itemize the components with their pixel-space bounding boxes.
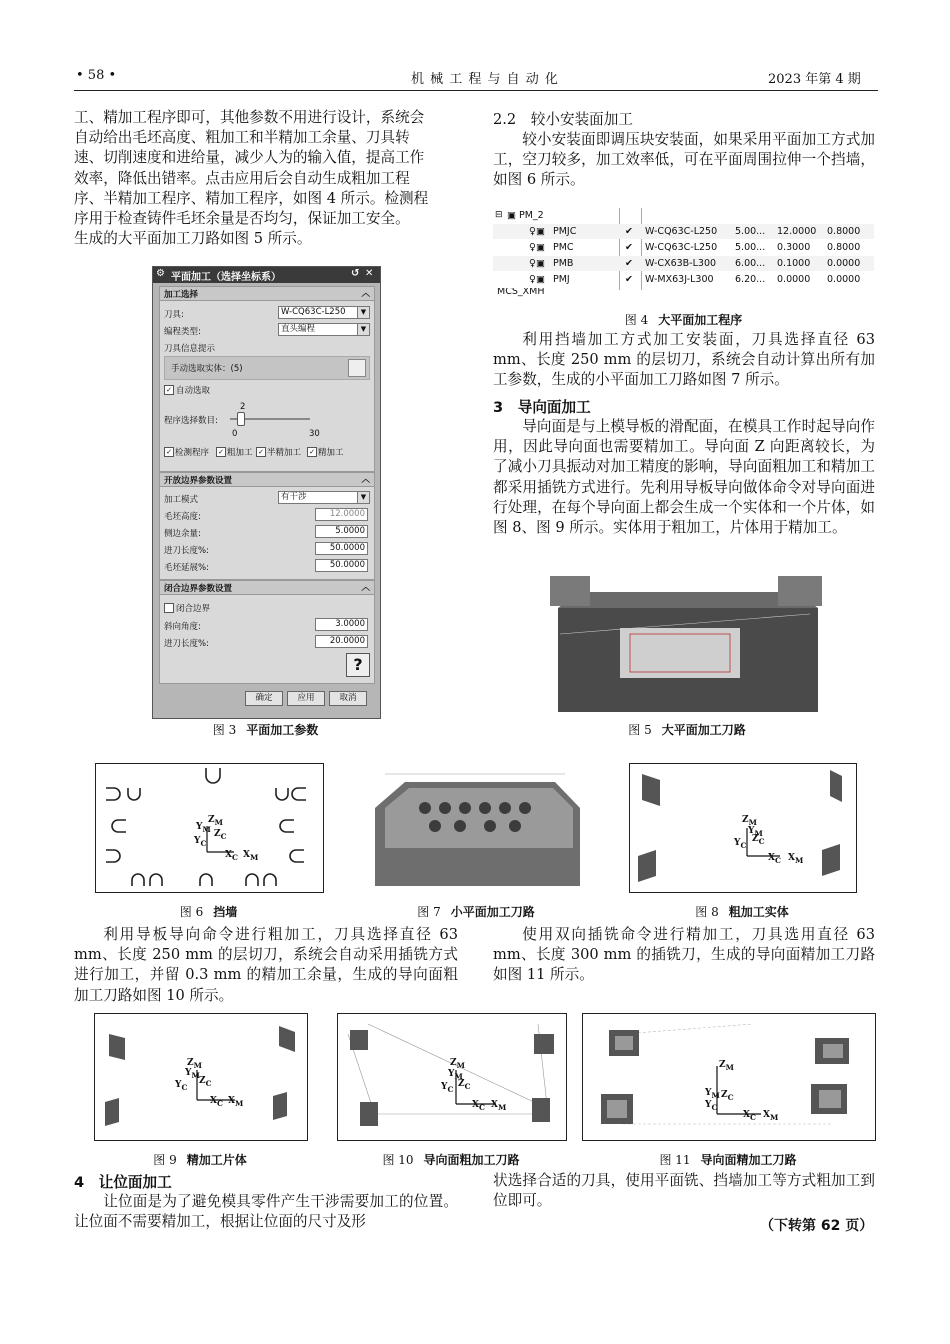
program-name: PMB (553, 258, 574, 269)
figure-11-box (582, 1013, 876, 1141)
semi-label: 半精加工 (267, 448, 302, 458)
value-cell: 6.00... (735, 258, 766, 269)
detect-label: 检测程序 (175, 448, 210, 458)
toolpath-pattern (607, 1100, 627, 1118)
slider-min: 0 (232, 429, 238, 439)
dialog-title: 平面加工（选择坐标系） (171, 272, 281, 283)
axis-label-yc: $Y_C$ (194, 836, 207, 848)
table-row[interactable] (493, 240, 874, 255)
section-header-open[interactable]: 开放边界参数设置 ︿ (159, 472, 375, 487)
axis-label-yc: $Y_C$ (441, 1082, 454, 1094)
text-line: 序用于检查铸件毛坯余量是否均匀，保证加工安全。 (74, 210, 410, 228)
check-icon: ✔ (625, 242, 633, 253)
axis-label-yc: $Y_C$ (175, 1080, 188, 1092)
toolpath-plane (620, 628, 740, 678)
value-cell: 0.0000 (777, 274, 811, 285)
hole (499, 802, 511, 814)
blank-height-field[interactable]: 12.0000 (315, 508, 368, 521)
close-icon[interactable]: ✕ (365, 268, 374, 279)
wall-shape (150, 874, 162, 886)
value-cell: 0.8000 (827, 242, 861, 253)
wall-shape (112, 820, 126, 832)
value-cell: 5.00... (735, 226, 766, 237)
table-row[interactable] (493, 256, 874, 271)
chevron-down-icon: ▼ (357, 492, 369, 503)
hole (429, 820, 441, 832)
check-icon: ✔ (625, 274, 633, 285)
sheet-body (273, 1092, 287, 1120)
value-cell: 0.3000 (777, 242, 811, 253)
figure-10-box (337, 1013, 567, 1141)
wall-shape (280, 820, 294, 832)
finish-checkbox[interactable]: ✓ (307, 447, 317, 457)
axis-label-ym: $Y_M$ (185, 1068, 200, 1080)
program-icon: ♀▣ (529, 274, 545, 285)
sheet-body (279, 1026, 295, 1052)
section-4-paragraph-cont: 状选择合适的刀具，使用平面铣、挡墙加工等方式粗加工到位即可。 (493, 1172, 875, 1210)
chevron-down-icon: ▼ (357, 307, 369, 318)
toolpath-pattern (819, 1090, 841, 1108)
closed-label: 闭合边界 (176, 604, 211, 614)
auto-select-checkbox[interactable]: ✓ (164, 385, 174, 395)
wall-shape (106, 788, 120, 800)
text-line: 自动给出毛坯高度、粗加工和半精加工余量、刀具转 (74, 129, 410, 147)
extend-field[interactable]: 50.0000 (315, 559, 368, 572)
solid-block (822, 844, 840, 876)
page-number: • 58 • (76, 68, 117, 83)
axis-label-zc: $Z_C$ (752, 834, 765, 846)
ok-button[interactable]: 确定 (245, 691, 283, 706)
figure-11-toolpath (583, 1014, 875, 1140)
finish-label: 精加工 (318, 448, 344, 458)
axis-label-xc: $X_C$ (472, 1100, 485, 1112)
caption-fig11: 图 11 导向面精加工刀路 (659, 1153, 797, 1167)
program-name: PMJC (553, 226, 577, 237)
toolpath-pattern (823, 1044, 843, 1058)
reset-icon[interactable]: ↺ (351, 268, 360, 279)
sheet-body (109, 1034, 125, 1060)
toolpath-line (623, 1024, 753, 1034)
check-icon: ✔ (625, 258, 633, 269)
text-line: 序、半精加工程序、精加工程序，如图 4 所示。检测程 (74, 189, 429, 207)
chevron-down-icon: ▼ (357, 324, 369, 335)
mold-top (385, 788, 573, 848)
side-field[interactable]: 5.0000 (315, 525, 368, 538)
solid-block (830, 770, 842, 802)
mold-block-right (778, 576, 822, 606)
tool-info-link[interactable]: 刀具信息提示 (164, 344, 216, 354)
axis-label-zm: $Z_M$ (719, 1060, 734, 1072)
wall-shape (106, 850, 120, 862)
value-cell: 0.0000 (827, 274, 861, 285)
guide-block (534, 1034, 554, 1054)
side-label: 侧边余量: (164, 529, 201, 539)
folder-icon: ▣ (507, 210, 516, 221)
section-2-2-title: 2.2 较小安装面加工 (493, 111, 633, 128)
ramp-label: 斜向角度: (164, 622, 201, 632)
dialog-titlebar (153, 267, 380, 283)
cube-icon[interactable] (348, 359, 366, 377)
wall-shape (128, 788, 140, 800)
tool-label: 刀具: (164, 310, 184, 320)
selection-panel (159, 300, 375, 472)
ramp-field[interactable]: 3.0000 (315, 618, 368, 631)
prog-type-label: 编程类型: (164, 327, 201, 337)
text-line: 工、精加工程序即可，其他参数不用进行设计，系统会 (74, 109, 425, 126)
wall-shape (290, 850, 304, 862)
mode-select[interactable]: 有干涉 ▼ (278, 491, 370, 504)
hole (439, 802, 451, 814)
axis-label-zc: $Z_C$ (199, 1076, 212, 1088)
value-cell: 0.8000 (827, 226, 861, 237)
section-4-title: 4 让位面加工 (74, 1174, 172, 1191)
open-boundary-panel (159, 486, 375, 580)
apply-button[interactable]: 应用 (287, 691, 325, 706)
value-cell: 6.20... (735, 274, 766, 285)
axis-label-zc: $Z_C$ (721, 1090, 734, 1102)
journal-name: 机 械 工 程 与 自 动 化 (411, 72, 559, 87)
axis-label-zm: $Z_M$ (208, 815, 223, 827)
tool-cell: W-MX63J-L300 (645, 274, 714, 285)
hole (454, 820, 466, 832)
axis-label-ym: $Y_M$ (705, 1088, 720, 1100)
section-3-paragraph: 导向面是与上模导板的滑配面，在模具工作时起导向作用，因此导向面也需要精加工。导向面 Z 向距离较长，为了减小刀具振动对加工精度的影响，导向面粗加工和精加工都采用插铣方式进行。先利用导板导向做体命令对导向面进行处理，在每个导向面上都会生成一个实体和一个片体，如图 8、图 9 所示。实体用于粗加工，片体用于精加工。 (493, 418, 875, 537)
closed-checkbox[interactable] (164, 603, 174, 613)
blank-height-label: 毛坯高度: (164, 512, 201, 522)
manual-select-label: 手动选取实体：(5) (171, 364, 243, 374)
value-cell: 0.0000 (827, 258, 861, 269)
rough-checkbox[interactable]: ✓ (216, 447, 226, 457)
help-icon[interactable]: ? (346, 653, 370, 677)
caption-fig7: 图 7 小平面加工刀路 (417, 905, 535, 919)
check-icon: ✔ (625, 226, 633, 237)
slider-value: 2 (240, 402, 246, 412)
axis-label-xc: $X_C$ (768, 853, 781, 865)
prog-count-label: 程序选择数目: (164, 416, 218, 426)
axis-label-xm: $X_M$ (788, 853, 804, 865)
solid-block (638, 850, 656, 882)
program-name: PMC (553, 242, 574, 253)
tool-cell: W-CQ63C-L250 (645, 226, 718, 237)
manual-select-row[interactable] (164, 356, 370, 380)
tool-select[interactable]: W-CQ63C-L250 ▼ (278, 306, 370, 319)
mold-block-left (550, 576, 590, 606)
collapse-icon[interactable]: ︿ (361, 475, 370, 485)
solid-block (642, 774, 660, 806)
axis-label-xc: $X_C$ (225, 850, 238, 862)
prog-type-select[interactable]: 直头编程 ▼ (278, 323, 370, 336)
figure-8-box (629, 763, 857, 893)
hole (459, 802, 471, 814)
detect-checkbox[interactable]: ✓ (164, 447, 174, 457)
section-header-selection[interactable]: 加工选择 ︿ (159, 286, 375, 301)
axis-label-ym: $Y_M$ (196, 822, 211, 834)
program-icon: ♀▣ (529, 258, 545, 269)
section-2-2-paragraph: 较小安装面即调压块安装面，如果采用平面加工方式加工，空刀较多，加工效率低，可在平面周围拉伸一个挡墙，如图 6 所示。 (493, 131, 875, 189)
axis-label-yc: $Y_C$ (734, 838, 747, 850)
section-4-paragraph: 让位面是为了避免模具零件产生干涉需要加工的位置。让位面不需要精加工，根据让位面的尺寸及形 (74, 1193, 458, 1231)
feed2-label: 进刀长度%: (164, 639, 209, 649)
axis-label-xc: $X_C$ (210, 1096, 223, 1108)
section-3-title: 3 导向面加工 (493, 399, 591, 416)
hole (484, 820, 496, 832)
slider-max: 30 (309, 429, 320, 439)
figure-6-box (95, 763, 324, 893)
axis-label-zm: $Z_M$ (187, 1058, 202, 1070)
caption-fig3: 图 3 平面加工参数 (212, 723, 319, 737)
wall-shape (200, 874, 212, 886)
mcs-label: MCS_XMH (497, 288, 545, 297)
header-rule (74, 90, 878, 91)
value-cell: 0.1000 (777, 258, 811, 269)
mid-left-paragraph: 利用导板导向命令进行粗加工，刀具选择直径 63 mm、长度 250 mm 的层切刀，系统会自动采用插铣方式进行加工，并留 0.3 mm 的精加工余量，生成的导向面粗加工刀路如图 10 所示。 (74, 926, 458, 1004)
axis-label-zm: $Z_M$ (450, 1058, 465, 1070)
text-line: 速、切削速度和进给量，减少人为的输入值，提高工作 (74, 149, 425, 167)
figure-7-toolpath (365, 768, 587, 890)
hole (519, 802, 531, 814)
wall-shape (276, 788, 288, 800)
axis-label-xc: $X_C$ (743, 1110, 756, 1122)
caption-fig9: 图 9 精加工片体 (153, 1153, 247, 1167)
wall-shape (292, 788, 306, 800)
program-name: PMJ (553, 274, 570, 285)
wall-shape (264, 874, 276, 886)
rough-label: 粗加工 (227, 448, 253, 458)
mid-right-paragraph: 使用双向插铣命令进行精加工，刀具选用直径 63 mm、长度 300 mm 的插铣刀，生成的导向面精加工刀路如图 11 所示。 (493, 926, 875, 984)
expand-icon[interactable]: ⊟ (495, 210, 503, 220)
collapse-icon[interactable]: ︿ (361, 289, 370, 299)
after-fig4-paragraph: 利用挡墙加工方式加工安装面，刀具选择直径 63 mm、长度 250 mm 的层切刀，系统会自动计算出所有加工参数，生成的小平面加工刀路如图 7 所示。 (493, 331, 875, 389)
slider-handle[interactable] (237, 412, 245, 426)
root-name: PM_2 (519, 210, 544, 221)
caption-fig6: 图 6 挡墙 (179, 905, 238, 919)
wall-shape (246, 874, 258, 886)
guide-block (350, 1030, 368, 1050)
caption-fig4: 图 4 大平面加工程序 (624, 313, 743, 327)
hole (509, 820, 521, 832)
axis-label-xm: $X_M$ (228, 1096, 244, 1108)
value-cell: 5.00... (735, 242, 766, 253)
semi-checkbox[interactable]: ✓ (256, 447, 266, 457)
table-row[interactable] (493, 208, 874, 223)
collapse-icon[interactable]: ︿ (361, 583, 370, 593)
program-icon: ♀▣ (529, 242, 545, 253)
closed-boundary-panel (159, 594, 375, 684)
program-icon: ♀▣ (529, 226, 545, 237)
mode-label: 加工模式 (164, 495, 199, 505)
text-line: 效率，降低出错率。点击应用后会自动生成粗加工程 (74, 169, 410, 187)
wall-shape (206, 768, 220, 783)
table-row[interactable] (493, 288, 874, 298)
auto-select-label: 自动选取 (176, 386, 211, 396)
figure-8-solids (630, 764, 856, 892)
axis-label-zc: $Z_C$ (458, 1079, 471, 1091)
wall-shape (132, 874, 144, 886)
plane-machining-dialog (152, 266, 381, 719)
issue-info: 2023 年第 4 期 (768, 72, 861, 87)
gear-icon: ⚙ (156, 268, 165, 279)
text-line: 生成的大平面加工刀路如图 5 所示。 (74, 230, 312, 248)
extend-label: 毛坯延展%: (164, 563, 209, 573)
cancel-button[interactable]: 取消 (329, 691, 367, 706)
feed-len-field[interactable]: 50.0000 (315, 542, 368, 555)
caption-fig5: 图 5 大平面加工刀路 (628, 723, 746, 737)
continued-note: （下转第 62 页） (760, 1218, 874, 1234)
figure-5-toolpath (540, 574, 834, 714)
table-row[interactable] (493, 272, 874, 287)
table-row[interactable] (493, 224, 874, 239)
axis-label-xm: $X_M$ (243, 850, 259, 862)
axis-label-zm: $Z_M$ (742, 815, 757, 827)
axis-label-ym: $Y_M$ (748, 826, 763, 838)
caption-fig8: 图 8 粗加工实体 (695, 905, 789, 919)
axis-label-zc: $Z_C$ (214, 829, 227, 841)
axis-label-xm: $X_M$ (491, 1100, 507, 1112)
toolpath-pattern (615, 1036, 633, 1050)
sheet-body (105, 1098, 119, 1126)
axis-label-xm: $X_M$ (763, 1110, 779, 1122)
value-cell: 12.0000 (777, 226, 817, 237)
figure-9-box (94, 1013, 308, 1141)
guide-block (532, 1098, 550, 1122)
axis-label-yc: $Y_C$ (705, 1100, 718, 1112)
axis-label-ym: $Y_M$ (448, 1069, 463, 1081)
guide-block (360, 1102, 378, 1126)
hole (419, 802, 431, 814)
caption-fig10: 图 10 导向面粗加工刀路 (382, 1153, 520, 1167)
feed2-field[interactable]: 20.0000 (315, 635, 368, 648)
feed-len-label: 进刀长度%: (164, 546, 209, 556)
program-tree-table (493, 208, 874, 298)
hole (479, 802, 491, 814)
section-header-closed[interactable]: 闭合边界参数设置 ︿ (159, 580, 375, 595)
tool-cell: W-CQ63C-L250 (645, 242, 718, 253)
left-para-1 (74, 108, 458, 249)
tool-cell: W-CX63B-L300 (645, 258, 717, 269)
